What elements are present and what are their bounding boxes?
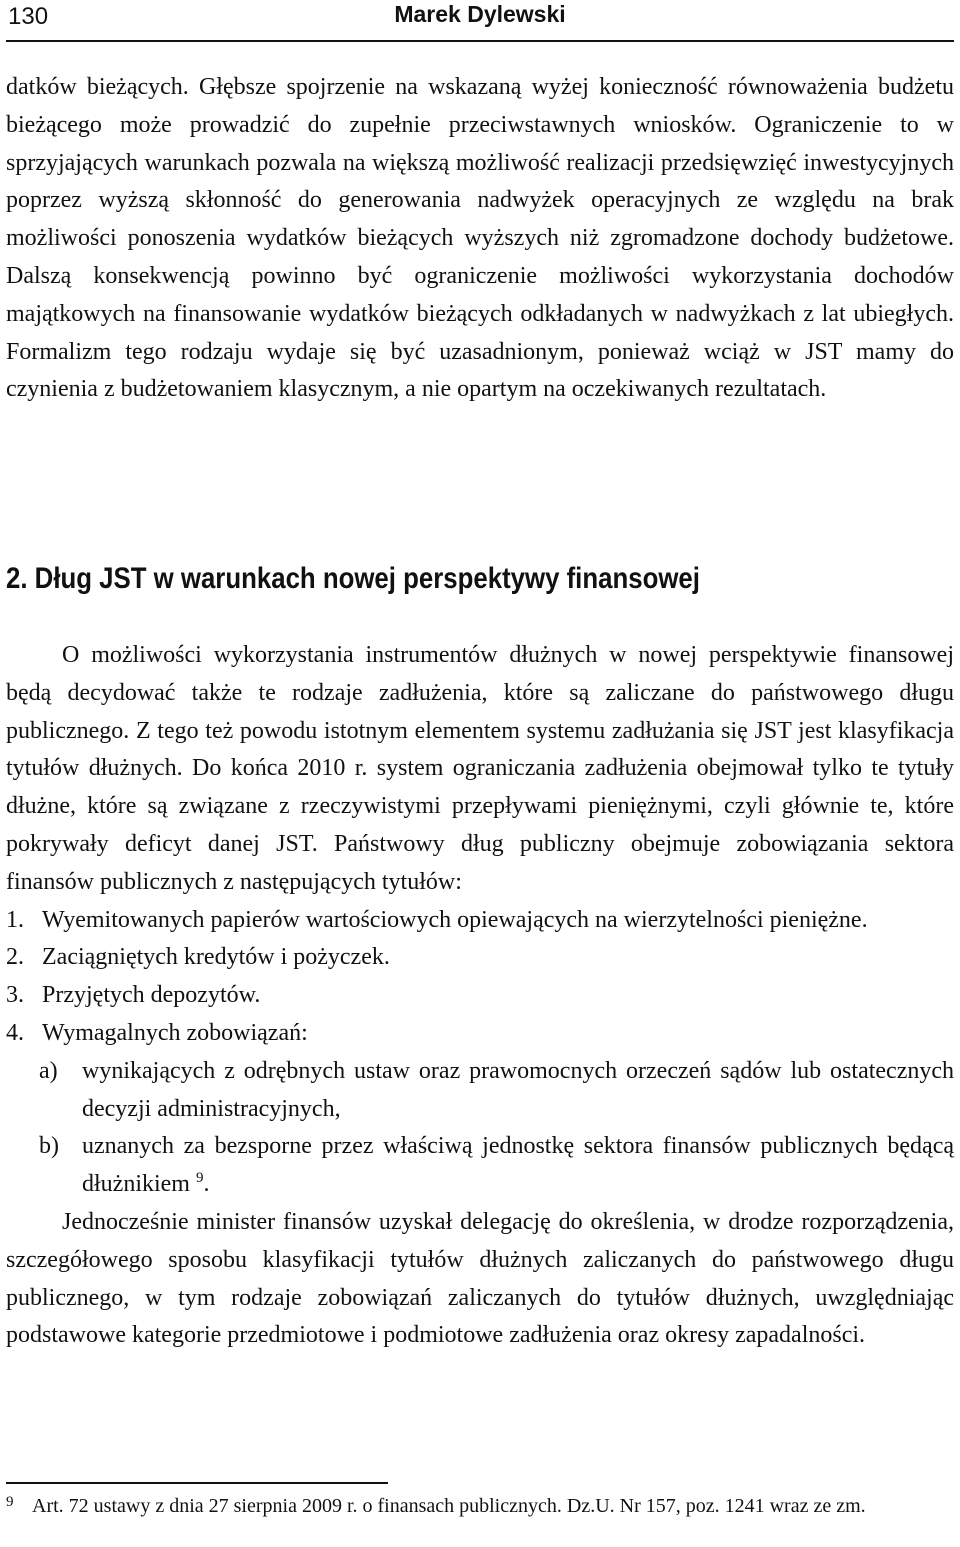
paragraph-text: O możliwości wykorzystania instrumentów dłużnych w nowej perspektywie finansowej będą decydować także te rodzaje zadłużenia, które są zaliczane do państwowego długu publicznego. Z tego też powodu istotnym elementem systemu zadłużania się JST jest klasyfikacja tytułów dłużnych. Do końca 2010 r. system ograniczania zadłużenia obejmował tylko te tytuły dłużne, które są związane z rzeczywistymi przepływami pieniężnymi, czyli głównie te, które pokrywały deficyt danej JST. Państwowy dług publiczny obejmuje zobowiązania sektora finansów publicznych z następujących tytułów: xyxy=(6,642,954,895)
footnote xyxy=(6,1493,954,1520)
list-item-number: 1. xyxy=(6,906,24,933)
list-item xyxy=(6,1015,954,1053)
footnote-reference[interactable]: 9 xyxy=(195,1170,204,1187)
list-item xyxy=(6,977,954,1015)
sublist-item xyxy=(6,1128,954,1204)
list-item-text: Wymagalnych zobowiązań: xyxy=(42,1019,308,1046)
list-item-number: 2. xyxy=(6,944,24,971)
body-paragraph-1 xyxy=(6,69,954,409)
list-item-text: Wyemitowanych papierów wartościowych opiewających na wierzytelności pieniężne. xyxy=(42,906,868,933)
sublist-item xyxy=(6,1053,954,1129)
running-header xyxy=(6,0,954,42)
page-number: 130 xyxy=(8,3,49,30)
footnote-separator xyxy=(6,1482,388,1484)
section-heading: 2. Dług JST w warunkach nowej perspektywy finansowej xyxy=(6,562,700,595)
obligations-sublist xyxy=(6,1053,954,1204)
list-item xyxy=(6,902,954,940)
sublist-item-letter: b) xyxy=(39,1133,59,1160)
footnote-mark: 9 xyxy=(6,1494,14,1510)
sublist-item-text: wynikających z odrębnych ustaw oraz prawomocnych orzeczeń sądów lub ostatecznych decyzji administracyjnych, xyxy=(82,1057,954,1122)
paragraph-text: Jednocześnie minister finansów uzyskał delegację do określenia, w drodze rozporządzenia, szczegółowego sposobu klasyfikacji tytułów dłużnych zaliczanych do państwowego długu publicznego, w tym rodzaje zobowiązań zaliczanych do tytułów dłużnych, uwzględniając podstawowe kategorie przedmiotowe i podmiotowe zadłużenia oraz okresy zapadalności. xyxy=(6,1208,954,1349)
sublist-item-text: uznanych za bezsporne przez właściwą jednostkę sektora finansów publicznych będącą dłużnikiem xyxy=(82,1133,954,1198)
list-item-number: 3. xyxy=(6,982,24,1009)
section-body xyxy=(6,637,954,1355)
list-item-text: Zaciągniętych kredytów i pożyczek. xyxy=(42,944,390,971)
debt-titles-list xyxy=(6,902,954,1053)
sublist-item-tail: . xyxy=(203,1171,210,1198)
running-header-author: Marek Dylewski xyxy=(394,1,566,27)
list-item xyxy=(6,939,954,977)
sublist-item-letter: a) xyxy=(39,1057,58,1084)
list-item-number: 4. xyxy=(6,1019,24,1046)
paragraph-text: datków bieżących. Głębsze spojrzenie na wskazaną wyżej konieczność równoważenia budżetu bieżącego może prowadzić do zupełnie przeciwstawnych wniosków. Ograniczenie to w sprzyjających warunkach pozwala na większą możliwość realizacji przedsięwzięć inwestycyjnych poprzez wyższą skłonność do generowania nadwyżek operacyjnych ze względu na brak możliwości ponoszenia wydatków bieżących wyższych niż zgromadzone dochody budżetowe. Dalszą konsekwencją powinno być ograniczenie możliwości wykorzystania dochodów majątkowych na finansowanie wydatków bieżących odkładanych w nadwyżkach z lat ubiegłych. Formalizm tego rodzaju wydaje się być uzasadnionym, ponieważ wciąż w JST mamy do czynienia z budżetowaniem klasycznym, a nie opartym na oczekiwanych rezultatach. xyxy=(6,74,954,403)
list-item-text: Przyjętych depozytów. xyxy=(42,982,261,1009)
footnote-text: Art. 72 ustawy z dnia 27 sierpnia 2009 r. o finansach publicznych. Dz.U. Nr 157, poz. 1241 wraz ze zm. xyxy=(32,1495,866,1517)
